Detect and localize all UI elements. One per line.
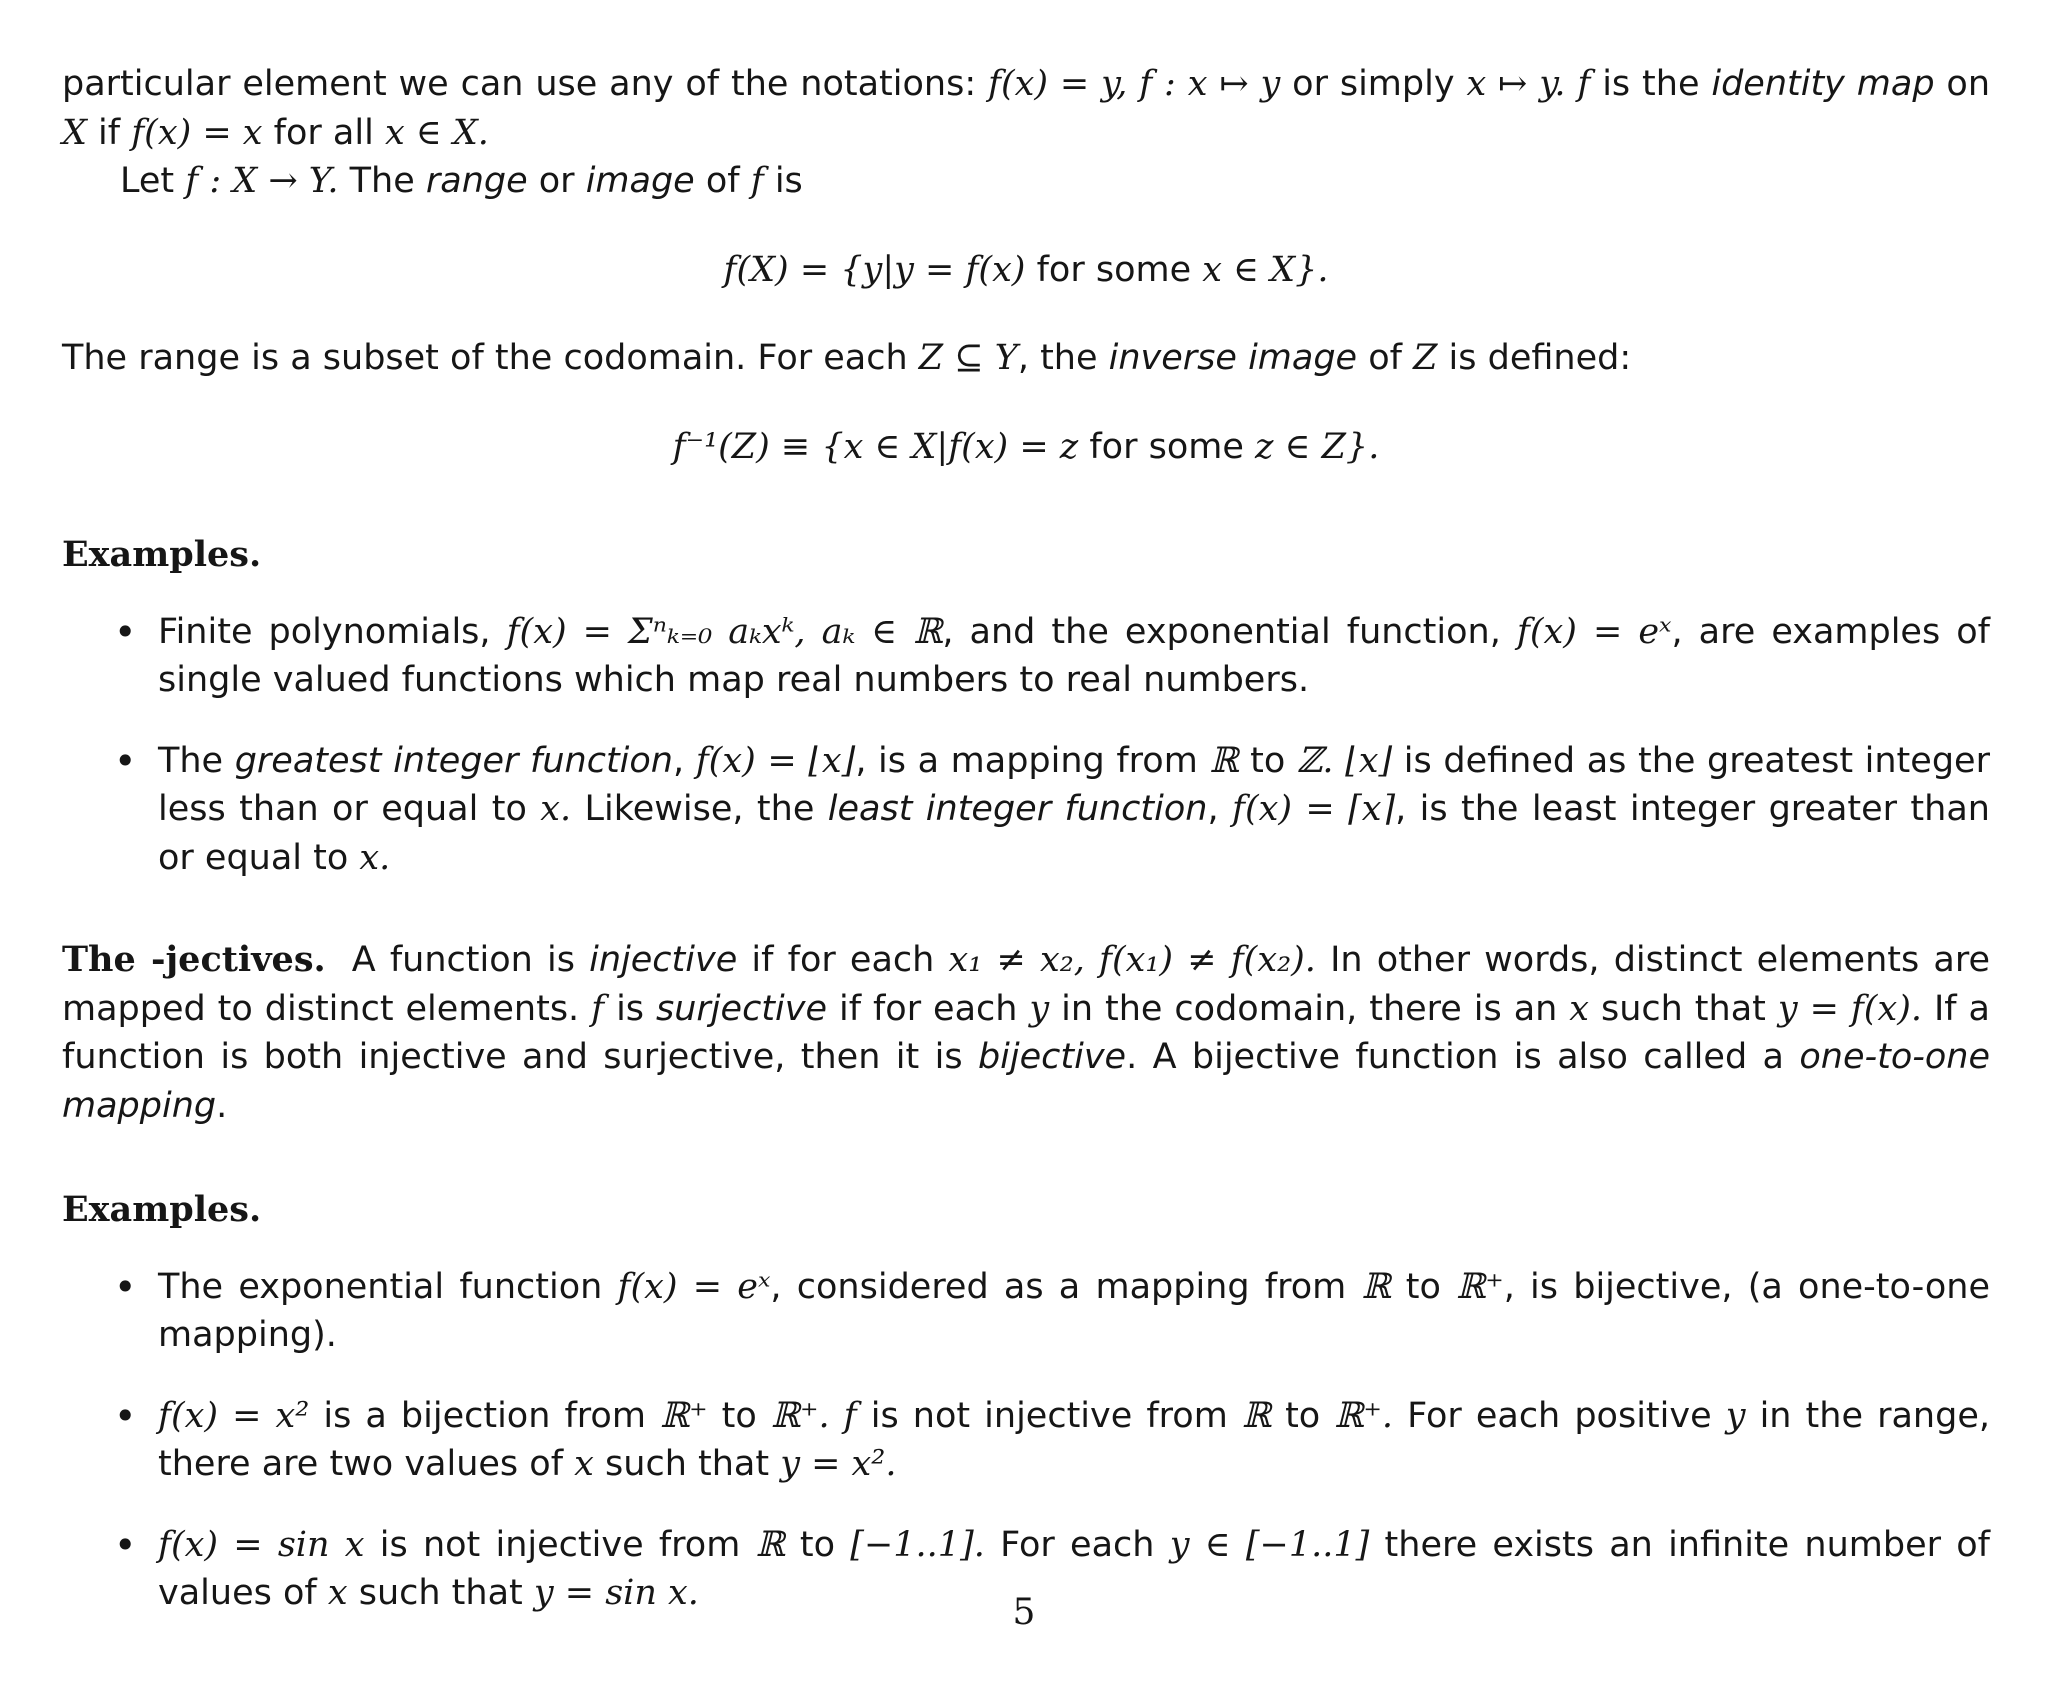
- math-expression: y = f(x).: [1777, 988, 1922, 1029]
- math-expression: x: [327, 1573, 348, 1613]
- jectives-paragraph: [62, 936, 1990, 1130]
- math-expression: ℝ: [1209, 740, 1239, 781]
- math-expression: f(x) = ⌈x⌉: [1231, 789, 1396, 829]
- math-expression: f⁻¹(Z) ≡ {x ∈ X|f(x) = z: [672, 426, 1079, 467]
- text: . A bijective function is also called a: [1126, 1037, 1800, 1077]
- term-image: image: [585, 161, 695, 201]
- text: For each: [984, 1524, 1170, 1565]
- list-item: [158, 1392, 1990, 1489]
- math-expression: f(x) = Σⁿₖ₌₀ aₖxᵏ, aₖ ∈ ℝ: [506, 611, 943, 652]
- text: ,: [1207, 789, 1232, 829]
- math-expression: x: [1569, 988, 1590, 1029]
- math-expression: ℤ.: [1296, 740, 1334, 781]
- section-heading-examples-2: Examples.: [62, 1189, 262, 1230]
- math-expression: f(x) = y, f : x ↦ y: [988, 64, 1281, 104]
- text: on: [1934, 64, 1991, 104]
- examples-list: [62, 608, 1990, 883]
- intro-paragraph: [62, 60, 1990, 157]
- math-expression: y = sin x.: [533, 1573, 699, 1613]
- math-expression: ℝ: [755, 1524, 785, 1565]
- text: If a function is both injective and surjective, then it is: [62, 988, 1990, 1077]
- text: Let: [120, 161, 186, 201]
- list-item: [158, 608, 1990, 705]
- text: , and the exponential function,: [942, 611, 1517, 652]
- text: of: [694, 161, 751, 201]
- list-item: [158, 1263, 1990, 1360]
- text: [1334, 741, 1346, 781]
- math-expression: [−1..1].: [850, 1524, 985, 1565]
- text: or: [527, 161, 586, 201]
- text: Finite polynomials,: [158, 611, 507, 652]
- math-expression: ℝ: [1361, 1266, 1391, 1307]
- term-bijective: bijective: [977, 1037, 1127, 1077]
- text: if for each: [827, 988, 1030, 1029]
- text: In other words, distinct elements are mapped to distinct elements.: [62, 940, 1990, 1029]
- text: to: [1270, 1395, 1335, 1436]
- term-inverse-image: inverse image: [1108, 338, 1358, 378]
- math-expression: y = x².: [780, 1444, 897, 1484]
- math-expression: x: [574, 1444, 594, 1484]
- text: is a bijection from: [309, 1395, 661, 1436]
- math-expression: ℝ⁺.: [1334, 1395, 1393, 1436]
- math-expression: x.: [359, 837, 391, 878]
- page-number: 5: [1012, 1592, 1036, 1633]
- text: particular element we can use any of the notations:: [62, 64, 989, 104]
- text: for some: [1078, 426, 1256, 467]
- examples-list-2: [62, 1263, 1990, 1618]
- math-expression: y ∈ [−1..1]: [1169, 1524, 1370, 1565]
- text: such that: [593, 1444, 781, 1484]
- text: is: [604, 988, 656, 1029]
- term-surjective: surjective: [656, 988, 828, 1029]
- text: there exists an infinite number of values of: [158, 1524, 1991, 1613]
- math-expression: x ↦ y. f: [1466, 64, 1591, 104]
- text: in the range, there are two values of: [158, 1395, 1990, 1484]
- math-expression: Z: [1413, 338, 1438, 378]
- text: to: [1238, 740, 1297, 781]
- text: is defined:: [1437, 338, 1632, 378]
- math-expression: z ∈ Z}.: [1255, 426, 1380, 467]
- text: , considered as a mapping from: [770, 1266, 1362, 1307]
- text: .: [216, 1085, 228, 1126]
- math-expression: ℝ⁺. f: [770, 1395, 857, 1436]
- range-paragraph: [62, 157, 1990, 206]
- text: The: [338, 161, 426, 201]
- math-expression: x₁ ≠ x₂, f(x₁) ≠ f(x₂).: [948, 940, 1316, 980]
- term-identity-map: identity map: [1711, 64, 1935, 104]
- text: is the: [1590, 64, 1712, 104]
- math-expression: X: [62, 112, 87, 153]
- text: such that: [1589, 988, 1778, 1029]
- math-expression: f(X) = {y|y = f(x): [723, 249, 1026, 290]
- math-expression: f: [750, 161, 764, 201]
- math-expression: f(x) = ⌊x⌋: [695, 740, 856, 781]
- text: of: [1357, 338, 1414, 378]
- text: , is the least integer greater than or equal to: [158, 789, 1990, 878]
- text: The range is a subset of the codomain. For each: [62, 338, 919, 378]
- text: Likewise, the: [571, 789, 828, 829]
- text: if: [86, 112, 132, 153]
- math-expression: y: [1725, 1395, 1746, 1436]
- text: The: [158, 740, 235, 781]
- display-equation-range: [62, 246, 1990, 295]
- text: is not injective from: [856, 1395, 1242, 1436]
- math-expression: f(x) = eˣ: [1516, 611, 1672, 652]
- text: or simply: [1280, 64, 1467, 104]
- text: such that: [347, 1573, 534, 1613]
- text: , the: [1017, 338, 1109, 378]
- text: , is a mapping from: [855, 740, 1210, 781]
- math-expression: x.: [540, 789, 572, 829]
- text: in the codomain, there is an: [1049, 988, 1570, 1029]
- text: For each positive: [1392, 1395, 1726, 1436]
- math-expression: f(x) = sin x: [158, 1524, 365, 1565]
- math-expression: Z ⊆ Y: [918, 338, 1018, 378]
- text: , are examples of single valued functions which map real numbers to real numbers.: [158, 611, 1990, 700]
- paragraph-heading-jectives: The -jectives.: [62, 939, 326, 980]
- math-expression: f : X → Y.: [185, 161, 339, 201]
- text: , is bijective, (a one-to-one mapping).: [158, 1266, 1990, 1355]
- text: A function is: [351, 940, 590, 980]
- text: to: [1390, 1266, 1457, 1307]
- text: is defined as the greatest integer less than or equal to: [158, 740, 1990, 829]
- term-least-integer-function: least integer function: [827, 789, 1208, 829]
- text: to: [784, 1524, 851, 1565]
- text: for some: [1025, 249, 1203, 290]
- math-expression: f: [591, 988, 605, 1029]
- math-expression: ℝ: [1241, 1395, 1271, 1436]
- display-equation-inverse-image: [62, 423, 1990, 472]
- section-heading-examples: Examples.: [62, 534, 262, 575]
- math-expression: y: [1029, 988, 1050, 1029]
- text: ,: [672, 740, 696, 781]
- math-expression: ℝ⁺: [1456, 1266, 1504, 1307]
- math-expression: x ∈ X.: [384, 112, 489, 153]
- math-expression: f(x) = eˣ: [617, 1266, 771, 1307]
- math-expression: f(x) = x²: [158, 1395, 310, 1436]
- text: is: [763, 161, 803, 201]
- term-greatest-integer-function: greatest integer function: [234, 740, 673, 781]
- math-expression: x ∈ X}.: [1202, 249, 1329, 290]
- math-expression: ℝ⁺: [660, 1395, 708, 1436]
- document-page: [62, 60, 1990, 1650]
- list-item: [158, 737, 1990, 883]
- term-injective: injective: [589, 940, 738, 980]
- text: The exponential function: [158, 1266, 618, 1307]
- text: for all: [262, 112, 385, 153]
- term-range: range: [425, 161, 528, 201]
- text: is not injective from: [364, 1524, 756, 1565]
- text: to: [707, 1395, 771, 1436]
- math-expression: f(x) = x: [131, 112, 263, 153]
- term-one-to-one-mapping: one-to-one mapping: [62, 1037, 1991, 1126]
- text: if for each: [737, 940, 949, 980]
- math-expression: ⌊x⌋: [1345, 740, 1393, 781]
- codomain-paragraph: [62, 334, 1990, 383]
